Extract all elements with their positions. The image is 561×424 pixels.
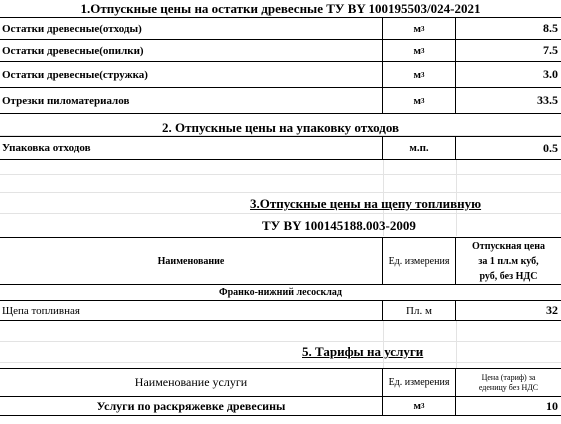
row-name: Остатки древесные(опилки): [0, 40, 383, 61]
row-unit: м 3: [383, 40, 456, 61]
header-price-line: Отпускная цена: [472, 240, 545, 252]
header-price: [456, 369, 561, 396]
row-price: 8.5: [543, 21, 558, 35]
row-name: Остатки древесные(отходы): [0, 18, 383, 39]
row-unit: м.п.: [383, 137, 456, 159]
row-unit: Пл. м: [383, 301, 456, 320]
row-unit: м 3: [383, 397, 456, 415]
section3-title: 3.Отпускные цены на щепу топливную: [250, 196, 482, 211]
row-price: 33.5: [537, 93, 558, 107]
row-price: 32: [546, 303, 558, 317]
table-header: [0, 237, 561, 285]
header-price-line: еденицу без НДС: [478, 382, 539, 392]
row-unit: м 3: [383, 18, 456, 39]
section2-title: 2. Отпускные цены на упаковку отходов: [161, 120, 400, 135]
row-name: Остатки древесные(стружка): [0, 62, 383, 87]
header-name: Наименование услуги: [0, 369, 383, 396]
table-row: [0, 136, 561, 160]
group-label: Франко-нижний лесосклад: [219, 287, 342, 298]
header-price-line: за 1 пл.м куб,: [478, 255, 539, 267]
row-name: Отрезки пиломатериалов: [0, 88, 383, 113]
header-name: Наименование: [0, 238, 383, 284]
table-row: [0, 87, 561, 114]
group-row: [0, 284, 561, 301]
table-row: [0, 396, 561, 416]
row-price: 0.5: [543, 140, 558, 155]
row-price: 3.0: [543, 67, 558, 81]
header-unit: Ед. измерения: [383, 238, 456, 284]
table-row: [0, 300, 561, 321]
header-price-line: Цена (тариф) за: [481, 372, 536, 382]
row-price: 10: [546, 398, 558, 413]
header-unit: Ед. измерения: [383, 369, 456, 396]
header-price: [456, 238, 561, 284]
section5-title: 5. Тарифы на услуги: [302, 344, 424, 359]
table-header: [0, 368, 561, 397]
row-name: Щепа топливная: [0, 301, 383, 320]
section1-title: 1.Отпускные цены на остатки древесные ТУ BY 100195503/024-2021: [80, 1, 481, 16]
table-row: [0, 17, 561, 40]
header-price-line: руб, без НДС: [479, 270, 538, 282]
row-price: 7.5: [543, 43, 558, 57]
section3-subtitle: ТУ BY 100145188.003-2009: [262, 218, 416, 233]
row-name: Упаковка отходов: [0, 137, 383, 159]
table-row: [0, 39, 561, 62]
row-name: Услуги по раскряжевке древесины: [0, 397, 383, 415]
row-unit: м 3: [383, 88, 456, 113]
table-row: [0, 61, 561, 88]
row-unit: м 3: [383, 62, 456, 87]
